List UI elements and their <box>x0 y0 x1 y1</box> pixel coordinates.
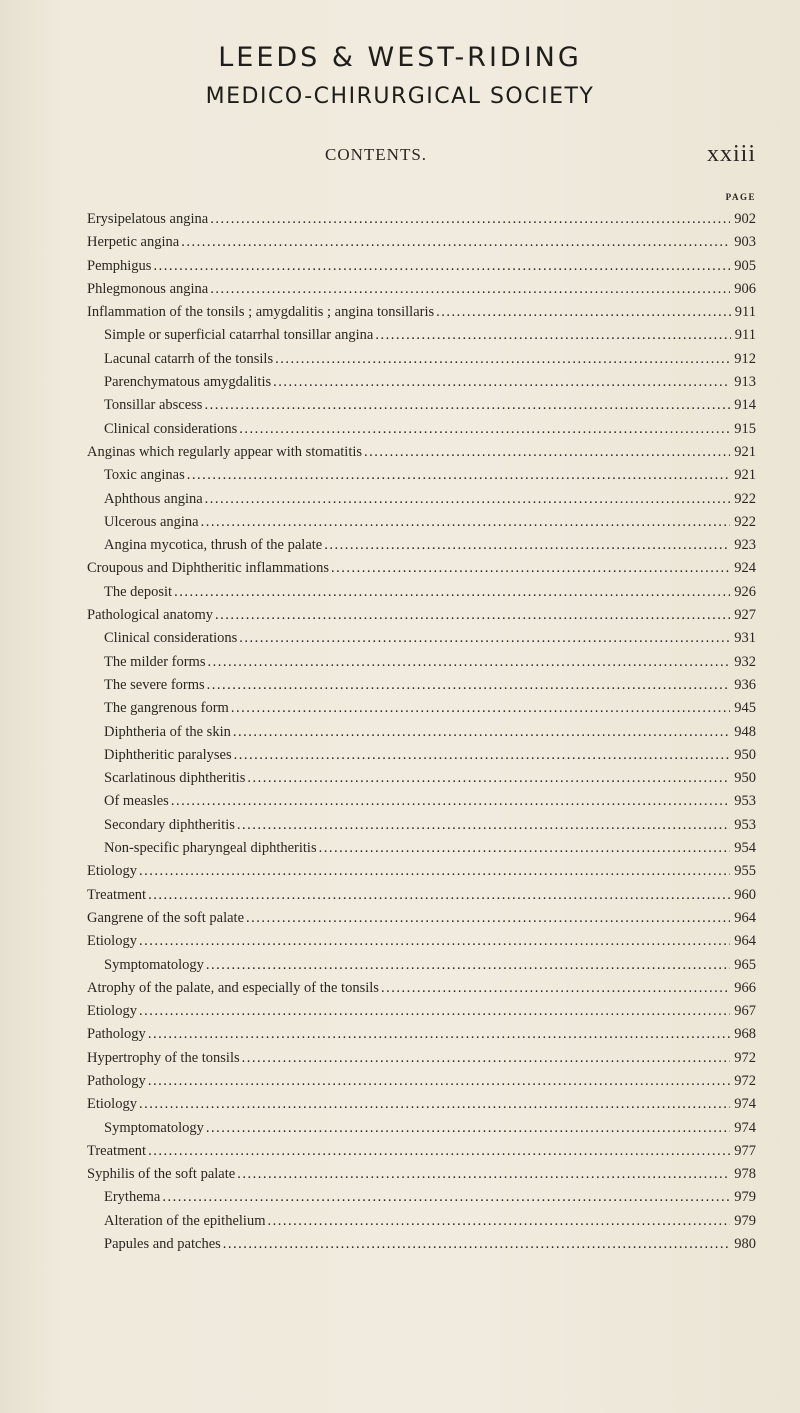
dot-leader <box>319 837 731 860</box>
toc-entry-row <box>87 557 756 580</box>
dot-leader <box>267 1210 730 1233</box>
toc-entry-row <box>87 1163 756 1186</box>
toc-entry-page: 902 <box>734 211 756 227</box>
dot-leader <box>210 278 730 301</box>
toc-entry-label: Pathology <box>87 1026 146 1043</box>
toc-entry-page: 921 <box>734 443 756 460</box>
toc-entry <box>0 744 800 767</box>
toc-entry-label: Angina mycotica, thrush of the palate <box>104 537 323 554</box>
toc-entry-page: 903 <box>734 234 756 251</box>
toc-entry-row <box>104 348 756 371</box>
toc-entry <box>0 1140 800 1163</box>
toc-entry-page: 953 <box>734 816 756 833</box>
toc-entry-row <box>104 1186 756 1209</box>
toc-entry <box>0 557 800 580</box>
toc-entry-page: 948 <box>734 723 756 740</box>
toc-entry <box>0 790 800 813</box>
toc-entry-row <box>104 1117 756 1140</box>
dot-leader <box>139 860 730 883</box>
toc-entry-row <box>87 930 756 953</box>
dot-leader <box>234 744 731 767</box>
dot-leader <box>375 324 730 347</box>
table-of-contents <box>0 208 800 1256</box>
dot-leader <box>324 534 730 557</box>
toc-entry <box>0 1117 800 1140</box>
toc-entry-row <box>87 1070 756 1093</box>
dot-leader <box>239 627 730 650</box>
toc-entry-label: Syphilis of the soft palate <box>87 1166 236 1183</box>
toc-entry-page: 974 <box>734 1096 756 1113</box>
toc-entry-label: Hypertrophy of the tonsils <box>87 1049 240 1066</box>
toc-entry-row <box>87 255 756 278</box>
toc-entry <box>0 348 800 371</box>
toc-entry-row <box>87 208 756 231</box>
toc-entry-page: 950 <box>734 746 756 763</box>
toc-entry <box>0 1047 800 1070</box>
toc-entry-label: Scarlatinous diphtheritis <box>104 770 246 787</box>
toc-entry <box>0 627 800 650</box>
toc-entry-label: Clinical considerations <box>104 420 238 437</box>
toc-entry <box>0 255 800 278</box>
toc-entry-row <box>104 511 756 534</box>
toc-entry-page: 979 <box>734 1189 756 1206</box>
page-number: xxiii <box>706 141 756 167</box>
toc-entry-row <box>104 1210 756 1233</box>
toc-entry-page: 924 <box>734 560 756 577</box>
toc-entry-row <box>87 860 756 883</box>
toc-entry <box>0 1000 800 1023</box>
toc-entry-row <box>104 744 756 767</box>
toc-entry-label: Inflammation of the tonsils ; amygdalitis ; angina tonsillaris <box>87 304 435 321</box>
toc-entry <box>0 581 800 604</box>
toc-entry-row <box>104 418 756 441</box>
dot-leader <box>381 977 730 1000</box>
dot-leader <box>246 907 730 930</box>
toc-entry-page: 922 <box>734 513 756 530</box>
dot-leader <box>139 1000 730 1023</box>
toc-entry <box>0 721 800 744</box>
dot-leader <box>148 1140 730 1163</box>
dot-leader <box>210 208 730 231</box>
toc-entry-row <box>87 301 756 324</box>
dot-leader <box>206 954 730 977</box>
toc-entry-label: Symptomatology <box>104 1119 204 1136</box>
toc-entry-label: Lacunal catarrh of the tonsils <box>104 350 274 367</box>
dot-leader <box>181 231 730 254</box>
toc-entry <box>0 977 800 1000</box>
toc-entry-page: 912 <box>734 350 756 367</box>
dot-leader <box>331 557 730 580</box>
toc-entry-row <box>104 651 756 674</box>
toc-entry-row <box>87 977 756 1000</box>
toc-entry-row <box>104 581 756 604</box>
dot-leader <box>247 767 730 790</box>
dot-leader <box>148 884 730 907</box>
toc-entry-page: 906 <box>734 280 756 297</box>
toc-entry-row <box>104 627 756 650</box>
toc-entry <box>0 1163 800 1186</box>
dot-leader <box>215 604 730 627</box>
toc-entry <box>0 930 800 953</box>
toc-entry-label: Diphtheria of the skin <box>104 723 231 740</box>
toc-entry <box>0 418 800 441</box>
toc-entry-page: 945 <box>734 700 756 717</box>
dot-leader <box>237 814 730 837</box>
toc-entry <box>0 301 800 324</box>
toc-entry-row <box>104 837 756 860</box>
dot-leader <box>148 1023 730 1046</box>
toc-entry-label: Erysipelatous angina <box>87 211 209 227</box>
toc-entry <box>0 814 800 837</box>
toc-entry-page: 950 <box>734 770 756 787</box>
toc-entry-label: Etiology <box>87 933 137 950</box>
toc-entry-label: Of measles <box>104 793 169 810</box>
toc-entry-page: 915 <box>734 420 756 437</box>
toc-entry-label: Pemphigus <box>87 257 152 274</box>
toc-entry-row <box>104 534 756 557</box>
dot-leader <box>239 418 730 441</box>
toc-entry-label: Etiology <box>87 863 137 880</box>
toc-entry-page: 954 <box>734 840 756 857</box>
toc-entry <box>0 371 800 394</box>
toc-entry-label: Secondary diphtheritis <box>104 816 235 833</box>
toc-entry-page: 960 <box>734 886 756 903</box>
toc-entry-row <box>87 1093 756 1116</box>
toc-entry-page: 974 <box>734 1119 756 1136</box>
toc-entry-label: Diphtheritic paralyses <box>104 746 232 763</box>
toc-entry-label: Clinical considerations <box>104 630 238 647</box>
toc-entry-page: 936 <box>734 676 756 693</box>
toc-entry-label: Tonsillar abscess <box>104 397 203 414</box>
toc-entry-row <box>104 767 756 790</box>
toc-entry-label: Toxic anginas <box>104 467 185 484</box>
toc-entry <box>0 1210 800 1233</box>
toc-entry-page: 927 <box>734 607 756 624</box>
toc-entry-row <box>104 697 756 720</box>
toc-entry-label: Aphthous angina <box>104 490 203 507</box>
dot-leader <box>187 464 731 487</box>
toc-entry <box>0 767 800 790</box>
dot-leader <box>162 1186 730 1209</box>
dot-leader <box>223 1233 730 1256</box>
toc-entry-page: 964 <box>734 909 756 926</box>
toc-entry-row <box>87 907 756 930</box>
toc-entry-row <box>104 954 756 977</box>
toc-entry-label: Erythema <box>104 1189 161 1206</box>
toc-entry-row <box>87 441 756 464</box>
toc-entry-label: Ulcerous angina <box>104 513 199 530</box>
toc-entry <box>0 324 800 347</box>
dot-leader <box>206 1117 730 1140</box>
toc-entry-row <box>104 324 756 347</box>
toc-entry <box>0 394 800 417</box>
toc-entry-row <box>104 464 756 487</box>
toc-entry <box>0 884 800 907</box>
toc-entry <box>0 1023 800 1046</box>
toc-entry-page: 964 <box>734 933 756 950</box>
toc-entry <box>0 907 800 930</box>
toc-entry-label: Papules and patches <box>104 1236 221 1253</box>
toc-entry-page: 923 <box>734 537 756 554</box>
toc-entry-label: Non-specific pharyngeal diphtheritis <box>104 840 317 857</box>
toc-entry-label: Alteration of the epithelium <box>104 1212 266 1229</box>
toc-entry-page: 979 <box>734 1212 756 1229</box>
toc-entry-page: 965 <box>734 956 756 973</box>
toc-entry <box>0 464 800 487</box>
toc-entry-label: Pathological anatomy <box>87 607 214 624</box>
toc-entry-page: 980 <box>734 1236 756 1253</box>
dot-leader <box>364 441 730 464</box>
toc-entry-label: Treatment <box>87 886 147 903</box>
toc-entry <box>0 488 800 511</box>
dot-leader <box>153 255 730 278</box>
toc-entry <box>0 534 800 557</box>
toc-entry <box>0 511 800 534</box>
library-stamp-line2: MEDICO-CHIRURGICAL SOCIETY <box>205 84 595 109</box>
toc-entry-page: 932 <box>734 653 756 670</box>
toc-entry-page: 966 <box>734 979 756 996</box>
dot-leader <box>204 394 730 417</box>
dot-leader <box>139 1093 730 1116</box>
toc-entry-label: Etiology <box>87 1003 137 1020</box>
toc-entry-label: Gangrene of the soft palate <box>87 909 245 926</box>
toc-entry-label: The gangrenous form <box>104 700 229 717</box>
toc-entry-page: 977 <box>734 1142 756 1159</box>
dot-leader <box>273 371 730 394</box>
toc-entry <box>0 954 800 977</box>
toc-entry <box>0 208 800 231</box>
dot-leader <box>436 301 731 324</box>
toc-entry <box>0 1233 800 1256</box>
toc-entry-label: Croupous and Diphtheritic inflammations <box>87 560 330 577</box>
toc-entry <box>0 278 800 301</box>
toc-entry-page: 968 <box>734 1026 756 1043</box>
toc-entry-row <box>87 278 756 301</box>
toc-entry-label: Symptomatology <box>104 956 204 973</box>
toc-entry-row <box>87 1140 756 1163</box>
toc-entry-row <box>104 394 756 417</box>
toc-entry <box>0 1070 800 1093</box>
toc-entry-row <box>87 604 756 627</box>
toc-entry-row <box>87 884 756 907</box>
toc-entry-row <box>104 790 756 813</box>
toc-entry-page: 955 <box>734 863 756 880</box>
toc-entry-row <box>104 488 756 511</box>
toc-entry-label: The deposit <box>104 583 173 600</box>
toc-entry-label: The severe forms <box>104 676 205 693</box>
toc-entry-row <box>104 721 756 744</box>
dot-leader <box>174 581 730 604</box>
toc-entry-page: 905 <box>734 257 756 274</box>
toc-entry-page: 926 <box>734 583 756 600</box>
toc-entry-row <box>104 674 756 697</box>
dot-leader <box>207 674 731 697</box>
toc-entry-row <box>87 1023 756 1046</box>
dot-leader <box>237 1163 730 1186</box>
dot-leader <box>148 1070 730 1093</box>
toc-entry-label: Phlegmonous angina <box>87 280 209 297</box>
toc-entry <box>0 441 800 464</box>
toc-entry-page: 922 <box>734 490 756 507</box>
toc-entry-label: Herpetic angina <box>87 234 180 251</box>
toc-entry-label: The milder forms <box>104 653 206 670</box>
dot-leader <box>139 930 730 953</box>
toc-entry <box>0 1093 800 1116</box>
dot-leader <box>201 511 731 534</box>
toc-entry-page: 921 <box>734 467 756 484</box>
toc-entry <box>0 837 800 860</box>
dot-leader <box>275 348 730 371</box>
toc-entry <box>0 674 800 697</box>
toc-entry <box>0 697 800 720</box>
toc-entry <box>0 604 800 627</box>
dot-leader <box>233 721 730 744</box>
toc-entry-page: 911 <box>734 304 756 321</box>
toc-entry-row <box>87 1047 756 1070</box>
toc-entry-row <box>104 814 756 837</box>
dot-leader <box>205 488 731 511</box>
toc-entry-page: 913 <box>734 374 756 391</box>
dot-leader <box>231 697 730 720</box>
toc-entry-page: 972 <box>734 1072 756 1089</box>
toc-entry-label: Atrophy of the palate, and especially of the tonsils <box>87 979 379 996</box>
toc-entry-page: 914 <box>734 397 756 414</box>
toc-entry-page: 953 <box>734 793 756 810</box>
toc-entry-label: Treatment <box>87 1142 147 1159</box>
toc-entry-label: Parenchymatous amygdalitis <box>104 374 272 391</box>
toc-entry-page: 931 <box>734 630 756 647</box>
toc-entry-row <box>104 371 756 394</box>
toc-entry-row <box>87 231 756 254</box>
toc-entry <box>0 1186 800 1209</box>
page-column-label: PAGE <box>725 192 756 202</box>
toc-entry-page: 967 <box>734 1003 756 1020</box>
toc-entry <box>0 860 800 883</box>
toc-entry-row <box>87 1000 756 1023</box>
toc-entry-page: 911 <box>734 327 756 344</box>
page-title: CONTENTS. <box>325 145 428 164</box>
dot-leader <box>171 790 730 813</box>
toc-entry <box>0 651 800 674</box>
toc-entry-label: Anginas which regularly appear with stomatitis <box>87 443 363 460</box>
toc-entry-label: Simple or superficial catarrhal tonsillar angina <box>104 327 374 344</box>
dot-leader <box>207 651 730 674</box>
toc-entry <box>0 231 800 254</box>
toc-entry-page: 978 <box>734 1166 756 1183</box>
toc-entry-label: Pathology <box>87 1072 146 1089</box>
toc-entry-page: 972 <box>734 1049 756 1066</box>
dot-leader <box>242 1047 731 1070</box>
toc-entry-row <box>104 1233 756 1256</box>
library-stamp-line1: LEEDS & WEST-RIDING <box>218 42 582 73</box>
toc-entry-label: Etiology <box>87 1096 137 1113</box>
